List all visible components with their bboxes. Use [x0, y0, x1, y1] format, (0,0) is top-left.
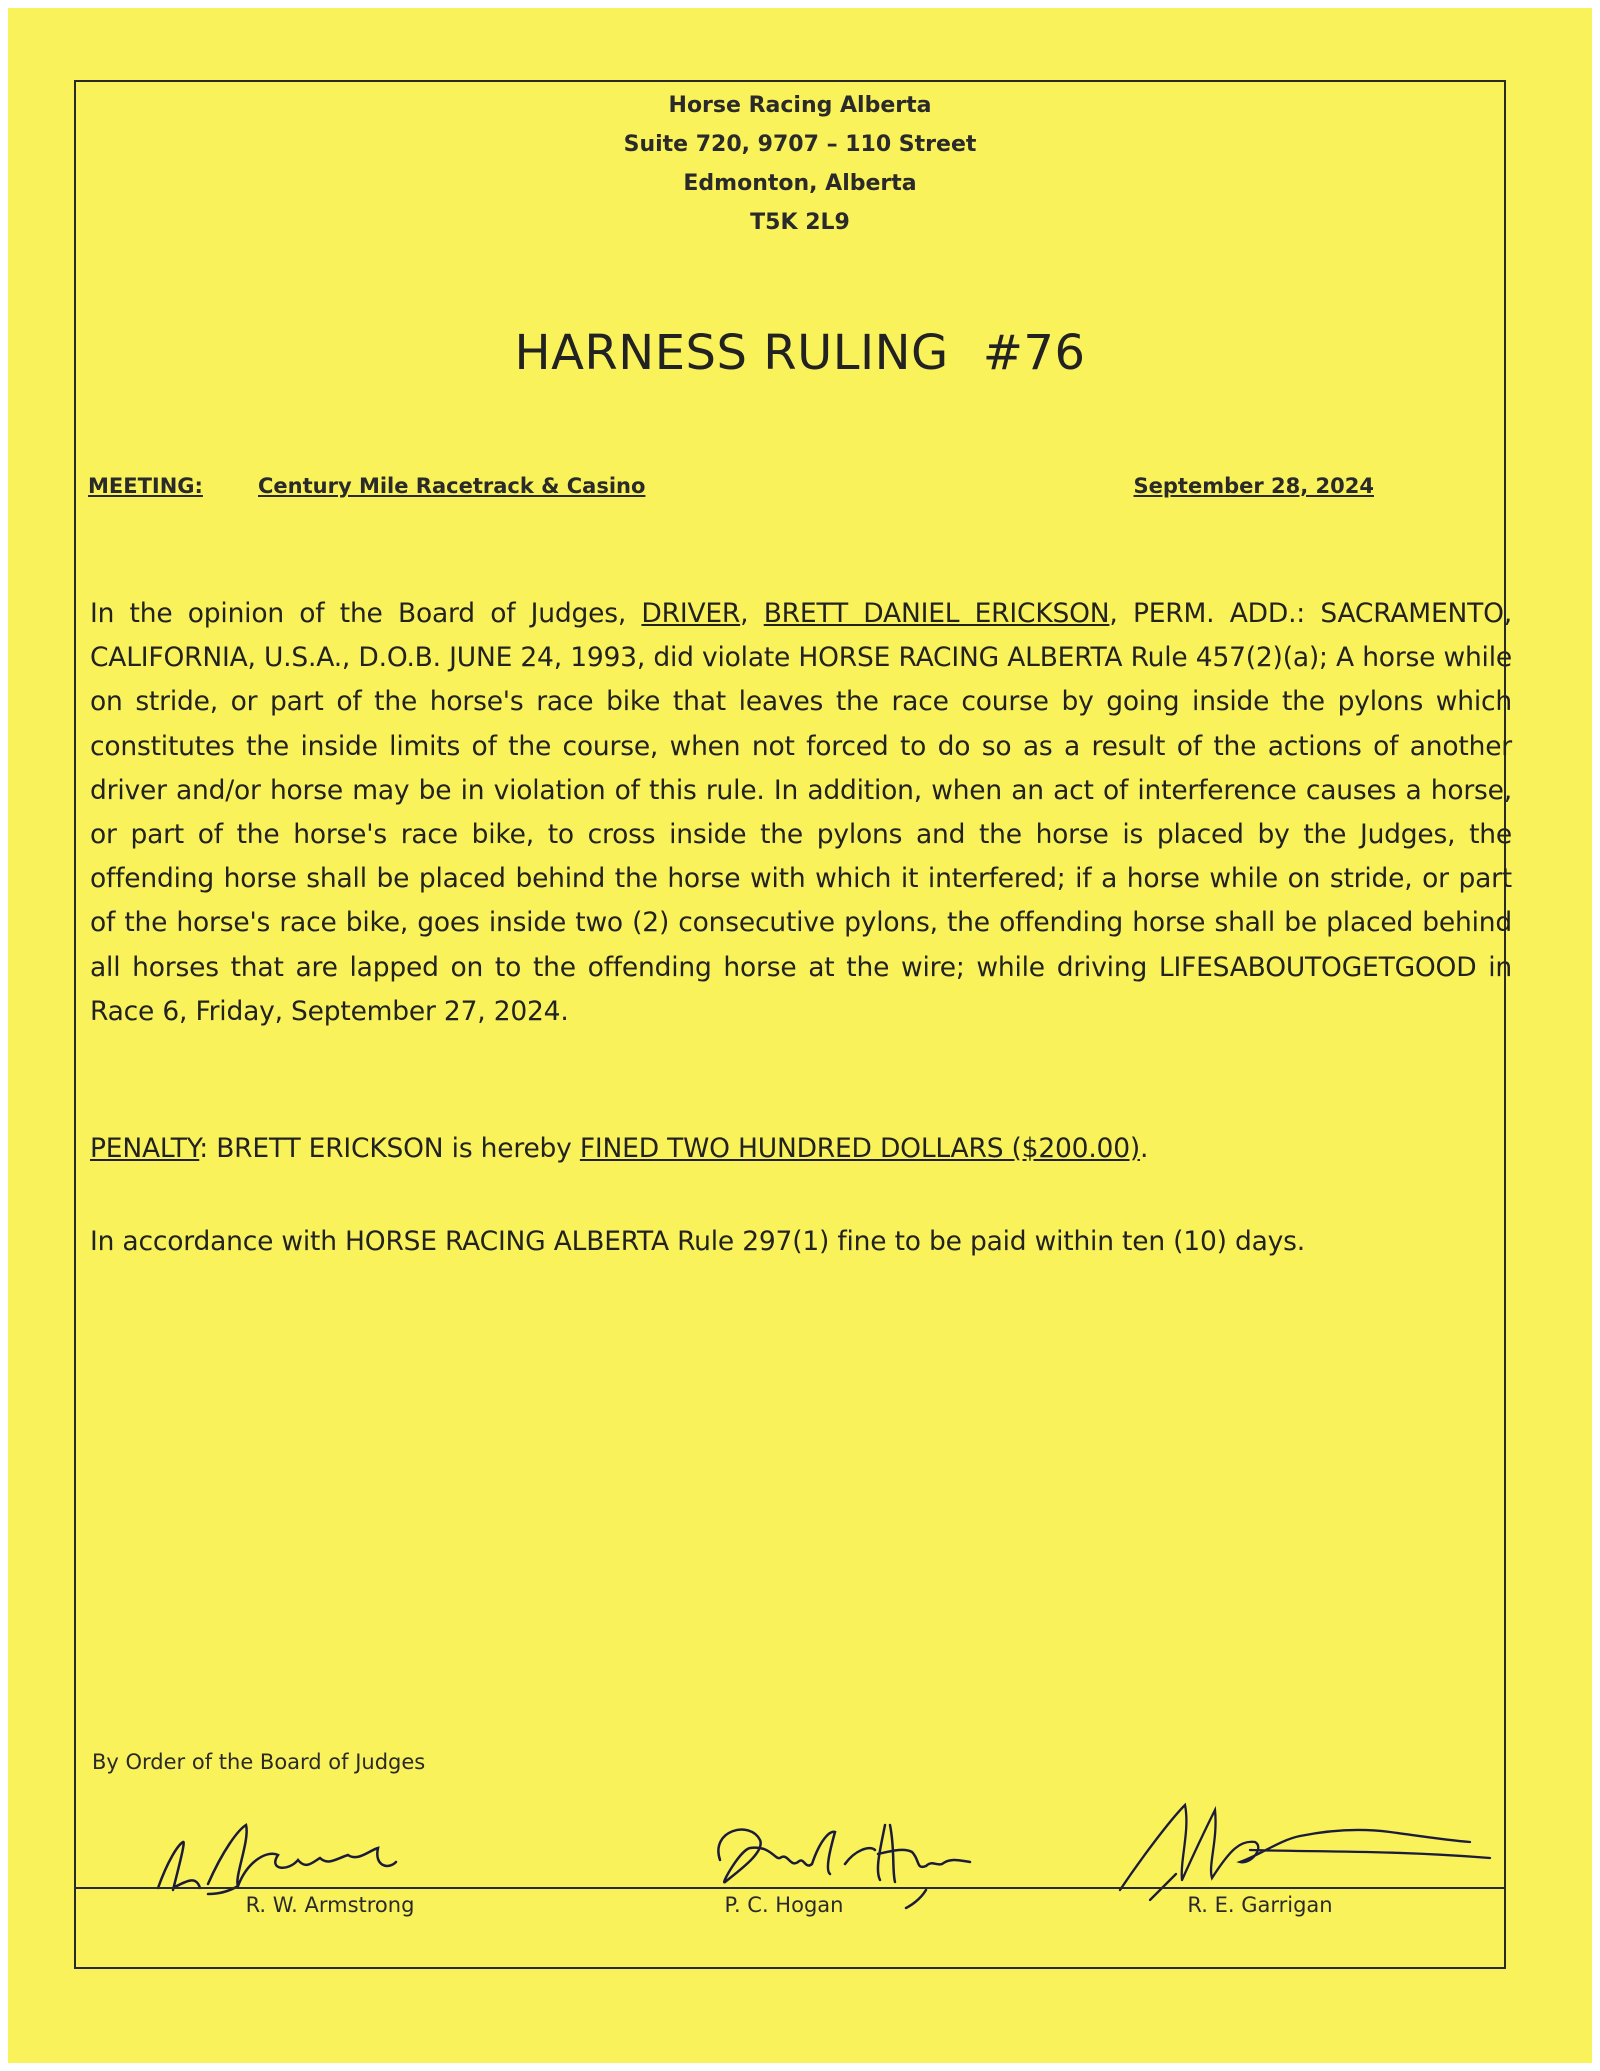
- meeting-venue: Century Mile Racetrack & Casino: [258, 474, 646, 498]
- body-intro: In the opinion of the Board of Judges,: [90, 598, 642, 629]
- org-name: Horse Racing Alberta: [668, 93, 932, 118]
- letterhead: [0, 86, 1600, 242]
- address-line-1: Suite 720, 9707 – 110 Street: [623, 132, 977, 157]
- signature-hogan: [680, 1790, 1000, 1910]
- ruling-title: [0, 325, 1600, 381]
- ruling-body: [90, 592, 1512, 1034]
- signature-garrigan: [1090, 1770, 1510, 1910]
- penalty-end: .: [1140, 1133, 1149, 1164]
- signature-line: [76, 1887, 1504, 1889]
- penalty-fine: FINED TWO HUNDRED DOLLARS ($200.00): [579, 1133, 1141, 1164]
- signature-armstrong: [138, 1800, 438, 1900]
- penalty-colon: :: [199, 1133, 217, 1164]
- meeting-date: September 28, 2024: [1133, 474, 1374, 498]
- ruling-title-text: HARNESS RULING: [514, 325, 949, 381]
- signer-hogan: P. C. Hogan: [724, 1893, 844, 1917]
- penalty-line: [90, 1133, 1512, 1164]
- postal-code: T5K 2L9: [750, 210, 850, 235]
- by-order-text: By Order of the Board of Judges: [92, 1750, 426, 1774]
- penalty-text: BRETT ERICKSON is hereby: [216, 1133, 580, 1164]
- penalty-label: PENALTY: [90, 1133, 200, 1164]
- meeting-label: MEETING:: [88, 474, 203, 498]
- body-comma: ,: [740, 598, 764, 629]
- body-name: BRETT DANIEL ERICKSON: [763, 598, 1110, 629]
- address-line-2: Edmonton, Alberta: [683, 171, 917, 196]
- signer-garrigan: R. E. Garrigan: [1187, 1893, 1333, 1917]
- body-rest: , PERM. ADD.: SACRAMENTO, CALIFORNIA, U.S.A., D.O.B. JUNE 24, 1993, did violate HORSE RACING ALBERTA Rule 457(2)(a); A horse while on stride, or part of the horse's race bike that leaves the race course by going inside the pylons which constitutes the inside limits of the course, when not forced to do so as a result of the actions of another driver and/or horse may be in violation of this rule. In addition, when an act of interference causes a horse, or part of the horse's race bike, to cross inside the pylons and the horse is placed by the Judges, the offending horse shall be placed behind the horse with which it interfered; if a horse while on stride, or part of the horse's race bike, goes inside two (2) consecutive pylons, the offending horse shall be placed behind all horses that are lapped on to the offending horse at the wire; while driving LIFESABOUTOGETGOOD in Race 6, Friday, September 27, 2024.: [90, 598, 1513, 1027]
- ruling-number: #76: [982, 325, 1086, 381]
- body-role: DRIVER: [641, 598, 741, 629]
- accordance-line: In accordance with HORSE RACING ALBERTA Rule 297(1) fine to be paid within ten (10) days.: [90, 1226, 1305, 1257]
- signer-armstrong: R. W. Armstrong: [245, 1893, 415, 1917]
